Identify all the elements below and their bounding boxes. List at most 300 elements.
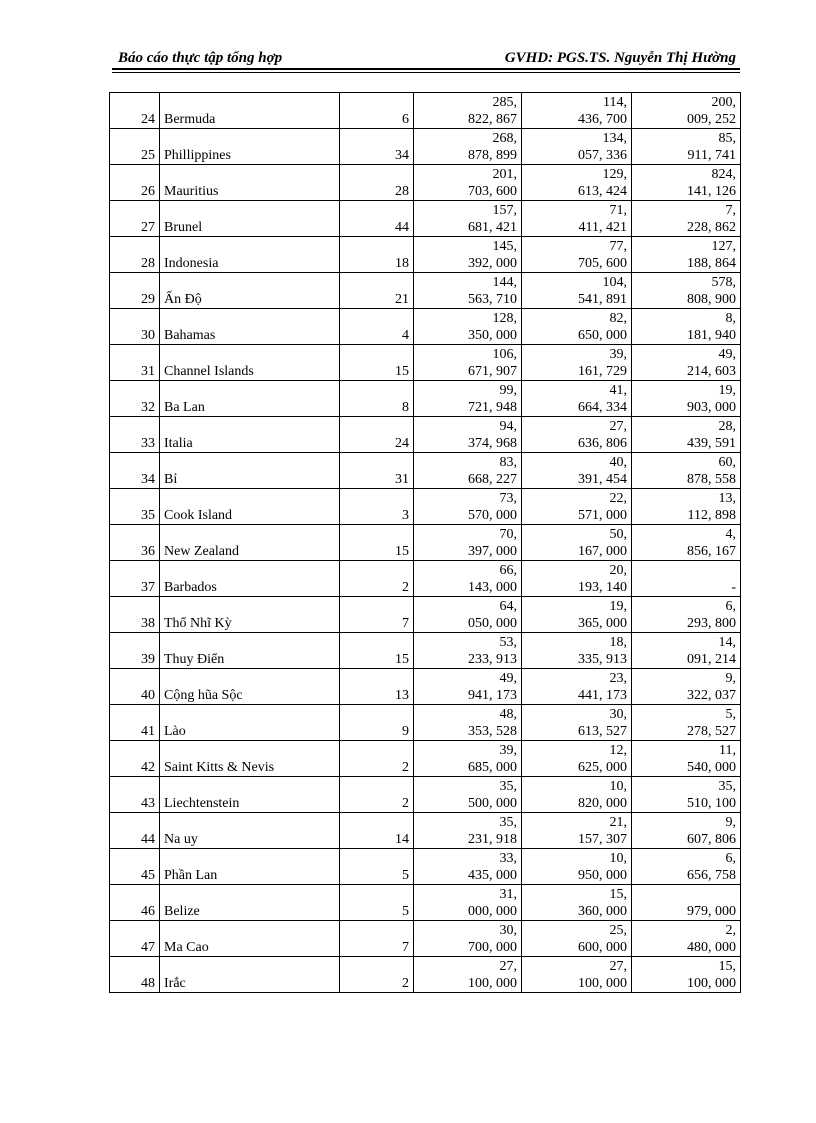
table-row	[110, 345, 741, 381]
country-cell: Ba Lan	[160, 381, 340, 417]
table-row	[110, 237, 741, 273]
supervisor-label: GVHD: PGS.TS. Nguyễn Thị Hường	[504, 50, 736, 66]
value-cell-2	[522, 237, 632, 273]
value-cell-2	[522, 417, 632, 453]
value-cell-3	[632, 561, 741, 597]
table-row	[110, 813, 741, 849]
value-line-top: 31,	[499, 887, 517, 902]
value-cell-3	[632, 201, 741, 237]
project-count-cell: 5	[340, 885, 414, 921]
value-cell-3	[632, 813, 741, 849]
project-count-cell: 28	[340, 165, 414, 201]
value-cell-2	[522, 525, 632, 561]
value-line-top: 73,	[499, 491, 517, 506]
value-line-bottom: 100, 000	[687, 976, 736, 991]
value-line-bottom: 613, 527	[578, 724, 627, 739]
row-number-cell: 36	[110, 525, 160, 561]
value-line-top: 27,	[609, 959, 627, 974]
value-line-top: 35,	[718, 779, 736, 794]
row-number-cell: 27	[110, 201, 160, 237]
value-line-bottom: 435, 000	[468, 868, 517, 883]
value-cell-3	[632, 921, 741, 957]
country-cell: Cook Island	[160, 489, 340, 525]
value-line-bottom: 878, 899	[468, 148, 517, 163]
value-line-top: 99,	[499, 383, 517, 398]
value-line-bottom: 167, 000	[578, 544, 627, 559]
country-cell: Saint Kitts & Nevis	[160, 741, 340, 777]
value-cell-1	[414, 165, 522, 201]
table-row	[110, 129, 741, 165]
value-cell-1	[414, 561, 522, 597]
project-count-cell: 18	[340, 237, 414, 273]
row-number-cell: 45	[110, 849, 160, 885]
value-cell-1	[414, 849, 522, 885]
value-line-bottom: 411, 421	[578, 220, 627, 235]
table-row	[110, 561, 741, 597]
project-count-cell: 31	[340, 453, 414, 489]
value-cell-1	[414, 741, 522, 777]
value-cell-3	[632, 417, 741, 453]
value-line-bottom: 570, 000	[468, 508, 517, 523]
value-cell-2	[522, 741, 632, 777]
row-number-cell: 41	[110, 705, 160, 741]
value-line-bottom: 322, 037	[687, 688, 736, 703]
project-count-cell: 8	[340, 381, 414, 417]
value-line-bottom: 681, 421	[468, 220, 517, 235]
value-line-bottom: 278, 527	[687, 724, 736, 739]
value-cell-3	[632, 957, 741, 993]
value-line-top: 53,	[499, 635, 517, 650]
value-line-top: 41,	[609, 383, 627, 398]
row-number-cell: 40	[110, 669, 160, 705]
value-line-top: 106,	[492, 347, 517, 362]
project-count-cell: 15	[340, 525, 414, 561]
value-line-top: 145,	[492, 239, 517, 254]
value-line-bottom: 903, 000	[687, 400, 736, 415]
value-line-bottom: 636, 806	[578, 436, 627, 451]
table-row	[110, 885, 741, 921]
row-number-cell: 37	[110, 561, 160, 597]
country-cell: Lào	[160, 705, 340, 741]
value-cell-3	[632, 489, 741, 525]
value-line-top: 85,	[718, 131, 736, 146]
value-line-top: 21,	[609, 815, 627, 830]
value-cell-3	[632, 669, 741, 705]
value-line-top: 49,	[718, 347, 736, 362]
value-line-bottom: 721, 948	[468, 400, 517, 415]
value-cell-1	[414, 237, 522, 273]
table-row	[110, 669, 741, 705]
value-line-top: 10,	[609, 779, 627, 794]
value-line-top: 127,	[711, 239, 736, 254]
value-line-top: 9,	[725, 671, 736, 686]
page-header	[112, 48, 740, 68]
value-line-top: 114,	[603, 95, 627, 110]
value-line-top: 39,	[609, 347, 627, 362]
value-cell-2	[522, 885, 632, 921]
value-line-bottom: 193, 140	[578, 580, 627, 595]
value-line-bottom: 480, 000	[687, 940, 736, 955]
value-line-bottom: 397, 000	[468, 544, 517, 559]
project-count-cell: 7	[340, 597, 414, 633]
table-row	[110, 525, 741, 561]
value-cell-1	[414, 489, 522, 525]
value-line-bottom: 057, 336	[578, 148, 627, 163]
row-number-cell: 24	[110, 93, 160, 129]
row-number-cell: 34	[110, 453, 160, 489]
value-line-top: 71,	[609, 203, 627, 218]
value-line-bottom: 541, 891	[578, 292, 627, 307]
value-line-bottom: 181, 940	[687, 328, 736, 343]
value-line-bottom: 231, 918	[468, 832, 517, 847]
value-line-bottom: 822, 867	[468, 112, 517, 127]
value-line-bottom: 000, 000	[468, 904, 517, 919]
value-line-top: 11,	[719, 743, 736, 758]
project-count-cell: 2	[340, 741, 414, 777]
value-line-top: 268,	[492, 131, 517, 146]
value-line-bottom: 705, 600	[578, 256, 627, 271]
value-line-bottom: 941, 173	[468, 688, 517, 703]
country-cell: Thuy Điển	[160, 633, 340, 669]
table-body	[110, 93, 741, 993]
value-line-top	[636, 562, 736, 579]
country-cell: Na uy	[160, 813, 340, 849]
country-cell: Ma Cao	[160, 921, 340, 957]
row-number-cell: 38	[110, 597, 160, 633]
value-line-top: 35,	[499, 779, 517, 794]
value-line-top: 15,	[609, 887, 627, 902]
value-cell-3	[632, 597, 741, 633]
country-cell: Bermuda	[160, 93, 340, 129]
value-line-top: 25,	[609, 923, 627, 938]
value-line-bottom: 157, 307	[578, 832, 627, 847]
project-count-cell: 44	[340, 201, 414, 237]
value-line-bottom: 563, 710	[468, 292, 517, 307]
value-line-top: 22,	[609, 491, 627, 506]
table-row	[110, 633, 741, 669]
value-line-bottom: 143, 000	[468, 580, 517, 595]
country-cell: Cộng hũa Sộc	[160, 669, 340, 705]
value-line-top: 48,	[499, 707, 517, 722]
table-row	[110, 273, 741, 309]
value-line-top: 82,	[609, 311, 627, 326]
table-row	[110, 93, 741, 129]
value-cell-3	[632, 741, 741, 777]
project-count-cell: 21	[340, 273, 414, 309]
value-line-top: 4,	[725, 527, 736, 542]
value-line-bottom: 571, 000	[578, 508, 627, 523]
project-count-cell: 9	[340, 705, 414, 741]
value-cell-2	[522, 957, 632, 993]
project-count-cell: 15	[340, 633, 414, 669]
row-number-cell: 47	[110, 921, 160, 957]
value-cell-1	[414, 273, 522, 309]
country-cell: New Zealand	[160, 525, 340, 561]
value-line-top: 70,	[499, 527, 517, 542]
country-cell: Bahamas	[160, 309, 340, 345]
value-line-top: 18,	[609, 635, 627, 650]
table-row	[110, 741, 741, 777]
table-row	[110, 453, 741, 489]
value-cell-1	[414, 417, 522, 453]
value-cell-1	[414, 453, 522, 489]
value-cell-2	[522, 705, 632, 741]
value-cell-1	[414, 957, 522, 993]
value-line-bottom: 878, 558	[687, 472, 736, 487]
value-cell-3	[632, 309, 741, 345]
value-cell-1	[414, 669, 522, 705]
value-cell-2	[522, 849, 632, 885]
value-line-bottom: 668, 227	[468, 472, 517, 487]
value-line-top: 28,	[718, 419, 736, 434]
project-count-cell: 14	[340, 813, 414, 849]
country-cell: Barbados	[160, 561, 340, 597]
value-line-top: 104,	[602, 275, 627, 290]
value-cell-2	[522, 597, 632, 633]
value-line-top: 9,	[725, 815, 736, 830]
value-line-bottom: 141, 126	[687, 184, 736, 199]
value-cell-1	[414, 309, 522, 345]
value-cell-2	[522, 345, 632, 381]
project-count-cell: 2	[340, 777, 414, 813]
value-cell-3	[632, 381, 741, 417]
table-row	[110, 849, 741, 885]
value-line-bottom: 600, 000	[578, 940, 627, 955]
value-cell-1	[414, 93, 522, 129]
value-line-bottom: 100, 000	[468, 976, 517, 991]
row-number-cell: 39	[110, 633, 160, 669]
value-line-bottom: 391, 454	[578, 472, 627, 487]
value-line-bottom: 233, 913	[468, 652, 517, 667]
value-cell-1	[414, 345, 522, 381]
value-line-top: 64,	[499, 599, 517, 614]
value-cell-2	[522, 309, 632, 345]
value-line-top: 35,	[499, 815, 517, 830]
value-cell-3	[632, 237, 741, 273]
value-line-top: 129,	[602, 167, 627, 182]
value-line-bottom: 607, 806	[687, 832, 736, 847]
value-cell-2	[522, 381, 632, 417]
row-number-cell: 42	[110, 741, 160, 777]
value-line-top: 19,	[609, 599, 627, 614]
value-cell-2	[522, 129, 632, 165]
value-line-top: 12,	[609, 743, 627, 758]
row-number-cell: 25	[110, 129, 160, 165]
project-count-cell: 34	[340, 129, 414, 165]
project-count-cell: 6	[340, 93, 414, 129]
value-line-top: 6,	[725, 851, 736, 866]
value-line-bottom: 365, 000	[578, 616, 627, 631]
table-row	[110, 309, 741, 345]
value-line-bottom: 664, 334	[578, 400, 627, 415]
value-cell-3	[632, 525, 741, 561]
value-cell-3	[632, 129, 741, 165]
value-line-top: 128,	[492, 311, 517, 326]
value-line-bottom: 703, 600	[468, 184, 517, 199]
value-cell-1	[414, 813, 522, 849]
value-line-bottom: 214, 603	[687, 364, 736, 379]
value-line-bottom: 091, 214	[687, 652, 736, 667]
value-line-top: 50,	[609, 527, 627, 542]
value-cell-1	[414, 381, 522, 417]
value-cell-2	[522, 777, 632, 813]
header-rule-thick	[112, 68, 740, 70]
value-line-bottom: 808, 900	[687, 292, 736, 307]
value-cell-3	[632, 273, 741, 309]
row-number-cell: 48	[110, 957, 160, 993]
row-number-cell: 32	[110, 381, 160, 417]
value-line-bottom: 392, 000	[468, 256, 517, 271]
value-line-top: 824,	[711, 167, 736, 182]
value-line-bottom: 188, 864	[687, 256, 736, 271]
country-cell: Indonesia	[160, 237, 340, 273]
country-cell: Italia	[160, 417, 340, 453]
value-line-top: 15,	[718, 959, 736, 974]
country-cell: Mauritius	[160, 165, 340, 201]
row-number-cell: 31	[110, 345, 160, 381]
value-line-bottom: -	[731, 580, 736, 595]
country-cell: Brunel	[160, 201, 340, 237]
value-line-top: 6,	[725, 599, 736, 614]
value-line-bottom: 700, 000	[468, 940, 517, 955]
value-line-bottom: 335, 913	[578, 652, 627, 667]
value-line-bottom: 979, 000	[687, 904, 736, 919]
country-cell: Ấn Độ	[160, 273, 340, 309]
investment-table	[109, 92, 741, 993]
project-count-cell: 5	[340, 849, 414, 885]
value-line-top: 49,	[499, 671, 517, 686]
value-cell-3	[632, 165, 741, 201]
value-line-top	[636, 886, 736, 903]
table-row	[110, 957, 741, 993]
value-cell-3	[632, 705, 741, 741]
value-line-bottom: 353, 528	[468, 724, 517, 739]
value-line-top: 23,	[609, 671, 627, 686]
value-line-bottom: 650, 000	[578, 328, 627, 343]
value-line-top: 10,	[609, 851, 627, 866]
value-line-bottom: 360, 000	[578, 904, 627, 919]
value-line-bottom: 293, 800	[687, 616, 736, 631]
value-line-bottom: 161, 729	[578, 364, 627, 379]
value-cell-3	[632, 453, 741, 489]
value-line-bottom: 820, 000	[578, 796, 627, 811]
value-line-top: 8,	[725, 311, 736, 326]
row-number-cell: 29	[110, 273, 160, 309]
value-line-top: 7,	[725, 203, 736, 218]
value-line-bottom: 100, 000	[578, 976, 627, 991]
value-line-bottom: 374, 968	[468, 436, 517, 451]
value-line-top: 94,	[499, 419, 517, 434]
value-line-top: 13,	[718, 491, 736, 506]
table-row	[110, 165, 741, 201]
value-cell-1	[414, 633, 522, 669]
value-line-bottom: 950, 000	[578, 868, 627, 883]
row-number-cell: 30	[110, 309, 160, 345]
row-number-cell: 44	[110, 813, 160, 849]
value-cell-3	[632, 849, 741, 885]
value-line-bottom: 228, 862	[687, 220, 736, 235]
value-line-bottom: 856, 167	[687, 544, 736, 559]
value-line-top: 39,	[499, 743, 517, 758]
value-line-top: 27,	[499, 959, 517, 974]
value-line-bottom: 441, 173	[578, 688, 627, 703]
value-line-bottom: 613, 424	[578, 184, 627, 199]
value-line-top: 5,	[725, 707, 736, 722]
country-cell: Liechtenstein	[160, 777, 340, 813]
value-line-top: 144,	[492, 275, 517, 290]
table-row	[110, 381, 741, 417]
table-row	[110, 921, 741, 957]
value-cell-2	[522, 813, 632, 849]
row-number-cell: 26	[110, 165, 160, 201]
value-line-top: 14,	[718, 635, 736, 650]
value-line-bottom: 671, 907	[468, 364, 517, 379]
value-line-top: 77,	[609, 239, 627, 254]
value-line-bottom: 439, 591	[687, 436, 736, 451]
value-line-top: 66,	[499, 563, 517, 578]
table-row	[110, 777, 741, 813]
value-cell-2	[522, 93, 632, 129]
country-cell: Phần Lan	[160, 849, 340, 885]
project-count-cell: 13	[340, 669, 414, 705]
country-cell: Belize	[160, 885, 340, 921]
project-count-cell: 3	[340, 489, 414, 525]
value-line-top: 157,	[492, 203, 517, 218]
value-line-top: 33,	[499, 851, 517, 866]
value-line-top: 578,	[711, 275, 736, 290]
value-line-bottom: 625, 000	[578, 760, 627, 775]
value-line-bottom: 436, 700	[578, 112, 627, 127]
value-line-bottom: 050, 000	[468, 616, 517, 631]
row-number-cell: 46	[110, 885, 160, 921]
value-cell-3	[632, 777, 741, 813]
value-line-top: 200,	[711, 95, 736, 110]
value-cell-1	[414, 777, 522, 813]
row-number-cell: 35	[110, 489, 160, 525]
value-cell-1	[414, 525, 522, 561]
value-line-bottom: 009, 252	[687, 112, 736, 127]
value-cell-2	[522, 201, 632, 237]
project-count-cell: 2	[340, 957, 414, 993]
country-cell: Channel Islands	[160, 345, 340, 381]
value-cell-1	[414, 705, 522, 741]
value-cell-2	[522, 165, 632, 201]
value-cell-1	[414, 921, 522, 957]
country-cell: Bỉ	[160, 453, 340, 489]
value-line-top: 134,	[602, 131, 627, 146]
project-count-cell: 24	[340, 417, 414, 453]
row-number-cell: 33	[110, 417, 160, 453]
value-cell-2	[522, 921, 632, 957]
table-row	[110, 201, 741, 237]
value-cell-2	[522, 633, 632, 669]
project-count-cell: 4	[340, 309, 414, 345]
project-count-cell: 15	[340, 345, 414, 381]
value-line-bottom: 510, 100	[687, 796, 736, 811]
value-cell-3	[632, 345, 741, 381]
value-line-bottom: 540, 000	[687, 760, 736, 775]
value-cell-3	[632, 885, 741, 921]
table-row	[110, 417, 741, 453]
value-cell-2	[522, 669, 632, 705]
value-cell-1	[414, 201, 522, 237]
value-cell-2	[522, 561, 632, 597]
value-line-bottom: 911, 741	[687, 148, 736, 163]
row-number-cell: 28	[110, 237, 160, 273]
value-cell-2	[522, 453, 632, 489]
table-row	[110, 489, 741, 525]
value-line-bottom: 350, 000	[468, 328, 517, 343]
